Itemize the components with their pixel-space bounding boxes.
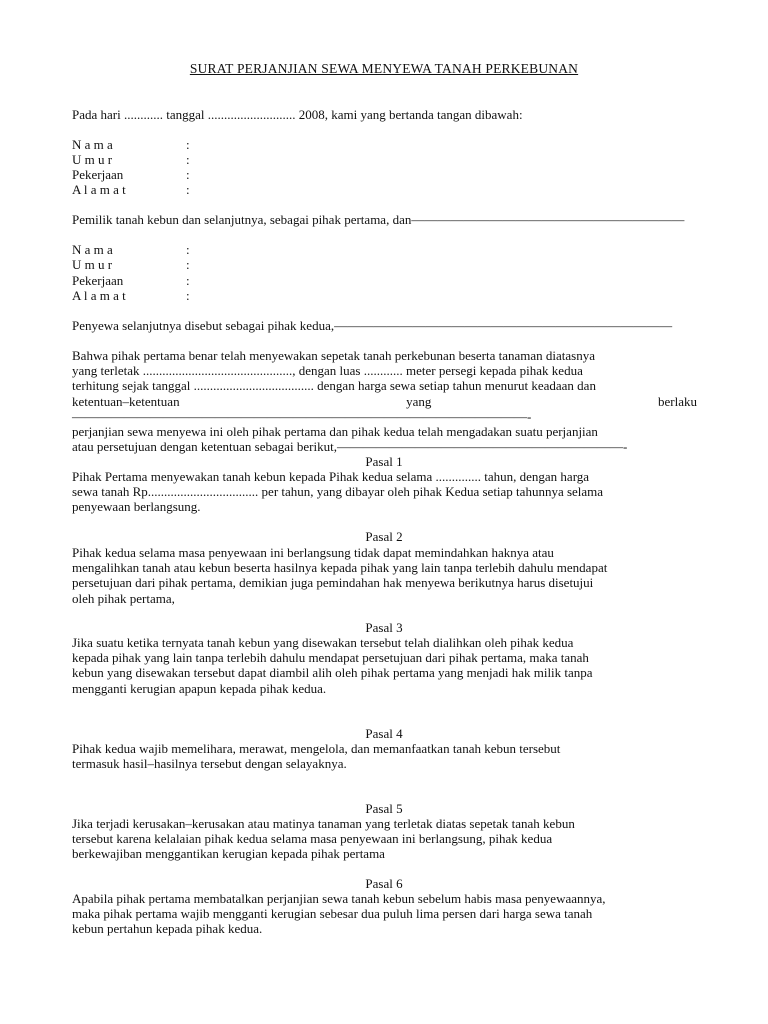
pasal-5-title: Pasal 5 [365, 801, 403, 816]
field-label: Pekerjaan [72, 273, 124, 288]
pasal-line: kepada pihak yang lain tanpa terlebih dahulu mendapat persetujuan dari pihak pertama, maka tanah [72, 650, 589, 666]
intro-line: ketentuan–ketentuan yang berlaku———————————————————————————————————- [72, 393, 697, 424]
field-colon: : [186, 182, 190, 197]
opening-line: Pada hari ............ tanggal ........................... 2008, kami yang bertanda tangan dibawah: [72, 107, 523, 122]
pasal-2-body [72, 545, 697, 606]
pasal-6-body [72, 891, 697, 937]
pasal-line: kebun pertahun kepada pihak kedua. [72, 921, 263, 937]
field-colon: : [186, 242, 190, 257]
pasal-line: oleh pihak pertama, [72, 590, 175, 606]
pasal-1-body [72, 469, 697, 515]
field-colon: : [186, 257, 190, 272]
intro-line: perjanjian sewa menyewa ini oleh pihak pertama dan pihak kedua telah mengadakan suatu perjanjian [72, 424, 598, 440]
pasal-2-title: Pasal 2 [365, 529, 403, 544]
field-colon: : [186, 152, 190, 167]
field-label: N a m a [72, 137, 113, 152]
pasal-line: mengganti kerugian apapun kepada pihak kedua. [72, 680, 327, 696]
pasal-4-title: Pasal 4 [365, 726, 403, 741]
pasal-line: penyewaan berlangsung. [72, 499, 201, 515]
pasal-1-title: Pasal 1 [365, 454, 403, 469]
pasal-6-title: Pasal 6 [365, 876, 403, 891]
field-colon: : [186, 167, 190, 182]
pasal-line: Jika terjadi kerusakan–kerusakan atau matinya tanaman yang terletak diatas sepetak tanah kebun [72, 816, 575, 831]
pasal-line: Pihak kedua wajib memelihara, merawat, mengelola, dan memanfaatkan tanah kebun tersebut [72, 741, 561, 756]
pasal-line: mengalihkan tanah atau kebun beserta hasilnya kepada pihak yang lain tanpa terlebih dahulu mendapat [72, 560, 608, 576]
pasal-line: kebun yang disewakan tersebut dapat diambil alih oleh pihak pertama yang menjadi hak milik tanpa [72, 665, 593, 681]
field-label: Pekerjaan [72, 167, 124, 182]
pasal-line: termasuk hasil–hasilnya tersebut dengan selayaknya. [72, 756, 347, 772]
party1-statement: Pemilik tanah kebun dan selanjutnya, sebagai pihak pertama, dan————————————————————— [72, 212, 685, 227]
intro-paragraph [72, 348, 697, 454]
field-colon: : [186, 273, 190, 288]
pasal-3-body [72, 635, 697, 696]
pasal-4-body [72, 741, 697, 771]
pasal-3-title: Pasal 3 [365, 620, 403, 635]
pasal-line: maka pihak pertama wajib mengganti kerugian sebesar dua puluh lima persen dari harga sewa tanah [72, 906, 593, 922]
pasal-line: Apabila pihak pertama membatalkan perjanjian sewa tanah kebun sebelum habis masa penyewaannya, [72, 891, 606, 906]
intro-line: yang terletak .............................................., dengan luas ............ meter persegi kepada pihak kedua [72, 363, 583, 379]
pasal-line: Pihak kedua selama masa penyewaan ini berlangsung tidak dapat memindahkan haknya atau [72, 545, 554, 560]
intro-line: Bahwa pihak pertama benar telah menyewakan sepetak tanah perkebunan beserta tanaman diatasnya [72, 348, 596, 363]
pasal-line: tersebut karena kelalaian pihak kedua selama masa penyewaan ini berlangsung, pihak kedua [72, 831, 553, 847]
document-title: SURAT PERJANJIAN SEWA MENYEWA TANAH PERKEBUNAN [189, 61, 579, 76]
pasal-line: Pihak Pertama menyewakan tanah kebun kepada Pihak kedua selama .............. tahun, dengan harga [72, 469, 590, 484]
field-label: A l a m a t [72, 288, 126, 303]
field-label: A l a m a t [72, 182, 126, 197]
pasal-line: berkewajiban menggantikan kerugian kepada pihak pertama [72, 846, 385, 862]
pasal-line: Jika suatu ketika ternyata tanah kebun yang disewakan tersebut telah dialihkan oleh pihak kedua [72, 635, 574, 650]
pasal-5-body [72, 816, 697, 862]
field-label: N a m a [72, 242, 113, 257]
party2-statement: Penyewa selanjutnya disebut sebagai pihak kedua,—————————————————————————— [72, 318, 673, 333]
field-colon: : [186, 137, 190, 152]
intro-line: atau persetujuan dengan ketentuan sebagai berikut,——————————————————————- [72, 439, 628, 455]
pasal-line: persetujuan dari pihak pertama, demikian juga pemindahan hak menyewa berikutnya harus disetujui [72, 575, 594, 591]
field-label: U m u r [72, 152, 113, 167]
pasal-line: sewa tanah Rp.................................. per tahun, yang dibayar oleh pihak Kedua setiap tahunnya selama [72, 484, 604, 500]
field-label: U m u r [72, 257, 113, 272]
field-colon: : [186, 288, 190, 303]
intro-line: terhitung sejak tanggal ..................................... dengan harga sewa setiap tahun menurut keadaan dan [72, 378, 596, 394]
